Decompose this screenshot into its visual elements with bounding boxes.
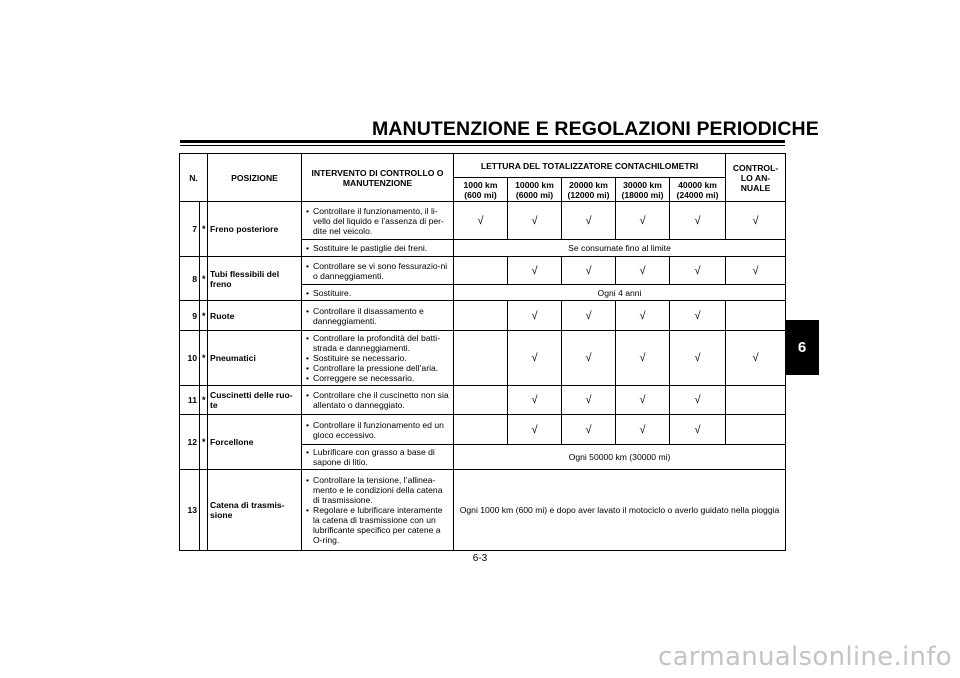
page-title: MANUTENZIONE E REGOLAZIONI PERIODICHE — [372, 118, 819, 140]
item-star: * — [200, 202, 208, 257]
item-operation: • Controllare che il cuscinetto non sia allentato o danneggiato. — [302, 386, 454, 415]
interval-note: Se consumate fino al limite — [454, 240, 786, 257]
item-star: * — [200, 331, 208, 386]
item-position: Ruote — [208, 301, 302, 331]
empty-cell — [454, 386, 508, 415]
header-odometer-group: LETTURA DEL TOTALIZZATORE CONTACHILOMETRI — [454, 154, 726, 178]
check-mark: √ — [616, 301, 670, 331]
check-mark: √ — [670, 257, 726, 285]
item-position: Cuscinetti delle ruo-te — [208, 386, 302, 415]
item-number: 8 — [180, 257, 200, 301]
item-star — [200, 470, 208, 551]
item-star: * — [200, 301, 208, 331]
empty-cell — [454, 331, 508, 386]
item-number: 11 — [180, 386, 200, 415]
title-underline-thin — [180, 145, 785, 146]
table-row — [180, 415, 786, 445]
item-operation: • Controllare la tensione, l’allinea-mento e le condizioni della catena di trasmissione. • Regolare e lubrificare interamente la catena di trasmissione con un lubrificante specifico per catene a O-ring. — [302, 470, 454, 551]
table-row — [180, 301, 786, 331]
table-row — [180, 257, 786, 285]
header-number: N. — [180, 154, 208, 202]
check-mark: √ — [562, 415, 616, 445]
check-mark: √ — [508, 331, 562, 386]
check-mark: √ — [508, 202, 562, 240]
check-mark: √ — [562, 257, 616, 285]
item-position: Forcellone — [208, 415, 302, 470]
item-star: * — [200, 386, 208, 415]
check-mark: √ — [508, 301, 562, 331]
check-mark: √ — [508, 257, 562, 285]
empty-cell — [454, 257, 508, 285]
check-mark: √ — [616, 415, 670, 445]
header-position: POSIZIONE — [208, 154, 302, 202]
item-number: 9 — [180, 301, 200, 331]
item-number: 12 — [180, 415, 200, 470]
item-star: * — [200, 257, 208, 301]
check-mark: √ — [562, 202, 616, 240]
check-mark: √ — [616, 386, 670, 415]
check-mark: √ — [454, 202, 508, 240]
header-odometer-col: 30000 km (18000 mi) — [616, 178, 670, 202]
header-odometer-col: 40000 km (24000 mi) — [670, 178, 726, 202]
empty-cell — [726, 386, 786, 415]
header-odometer-col: 20000 km (12000 mi) — [562, 178, 616, 202]
header-annual-check: CONTROL-LO AN-NUALE — [726, 154, 786, 202]
item-operation: • Controllare la profondità del batti-strada e danneggiamenti. • Sostituire se necessario. • Controllare la pressione dell’aria. • Correggere se necessario. — [302, 331, 454, 386]
item-operation: • Controllare il funzionamento, il li-vello del liquido e l’assenza di per-dite nel veicolo. — [302, 202, 454, 240]
check-mark: √ — [726, 331, 786, 386]
header-odometer-col: 1000 km (600 mi) — [454, 178, 508, 202]
item-position: Tubi flessibili del freno — [208, 257, 302, 301]
item-number: 10 — [180, 331, 200, 386]
title-underline-thick — [180, 140, 785, 143]
header-odometer-col: 10000 km (6000 mi) — [508, 178, 562, 202]
check-mark: √ — [670, 301, 726, 331]
empty-cell — [454, 415, 508, 445]
item-star: * — [200, 415, 208, 470]
item-operation: • Controllare il funzionamento ed un gioco eccessivo. — [302, 415, 454, 445]
table-row — [180, 331, 786, 386]
empty-cell — [726, 301, 786, 331]
table-row — [180, 202, 786, 240]
check-mark: √ — [616, 331, 670, 386]
interval-note: Ogni 50000 km (30000 mi) — [454, 445, 786, 470]
interval-note: Ogni 4 anni — [454, 285, 786, 301]
check-mark: √ — [616, 202, 670, 240]
check-mark: √ — [670, 331, 726, 386]
check-mark: √ — [726, 257, 786, 285]
check-mark: √ — [670, 386, 726, 415]
chapter-tab: 6 — [785, 320, 819, 375]
item-position: Catena di trasmis-sione — [208, 470, 302, 551]
item-number: 7 — [180, 202, 200, 257]
watermark: carmanualsonline.info — [657, 642, 952, 672]
check-mark: √ — [508, 415, 562, 445]
table-row — [180, 470, 786, 551]
maintenance-table — [179, 153, 786, 551]
item-operation: • Controllare il disassamento e danneggiamenti. — [302, 301, 454, 331]
table-row — [180, 386, 786, 415]
check-mark: √ — [616, 257, 670, 285]
check-mark: √ — [508, 386, 562, 415]
empty-cell — [454, 301, 508, 331]
header-operation: INTERVENTO DI CONTROLLO O MANUTENZIONE — [302, 154, 454, 202]
item-operation: • Controllare se vi sono fessurazio-ni o danneggiamenti. — [302, 257, 454, 285]
item-operation: • Sostituire le pastiglie dei freni. — [302, 240, 454, 257]
check-mark: √ — [726, 202, 786, 240]
item-position: Freno posteriore — [208, 202, 302, 257]
item-position: Pneumatici — [208, 331, 302, 386]
check-mark: √ — [562, 301, 616, 331]
item-operation: • Sostituire. — [302, 285, 454, 301]
item-operation: • Lubrificare con grasso a base di sapone di litio. — [302, 445, 454, 470]
check-mark: √ — [562, 331, 616, 386]
interval-note: Ogni 1000 km (600 mi) e dopo aver lavato il motociclo o averlo guidato nella pioggia — [454, 470, 786, 551]
check-mark: √ — [562, 386, 616, 415]
page-number: 6-3 — [472, 553, 488, 564]
empty-cell — [726, 415, 786, 445]
check-mark: √ — [670, 415, 726, 445]
check-mark: √ — [670, 202, 726, 240]
item-number: 13 — [180, 470, 200, 551]
